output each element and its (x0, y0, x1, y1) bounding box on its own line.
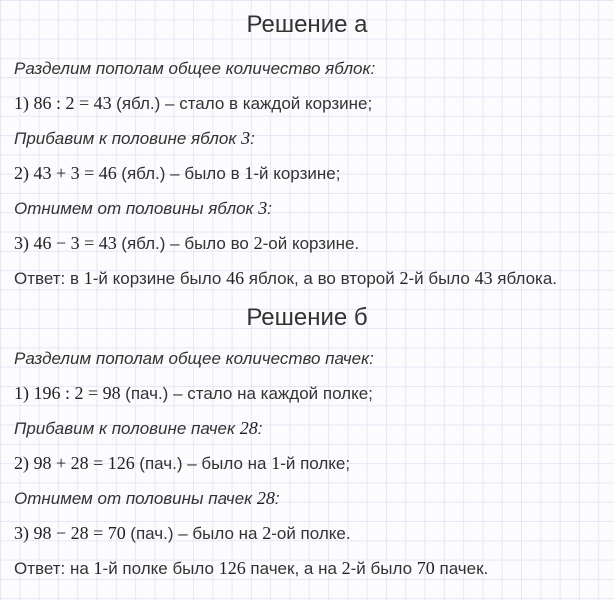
text-segment: 2 (262, 523, 272, 543)
text-segment: 2 (253, 233, 263, 253)
text-segment: Разделим пополам общее количество яблок: (14, 59, 376, 78)
text-segment: 43 (474, 268, 493, 288)
text-segment: Ответ: в (14, 269, 84, 288)
section-b-title: Решение б (246, 304, 368, 331)
text-segment: пачек, а на (245, 559, 342, 578)
text-segment: : (257, 419, 263, 438)
text-segment: 3) 98 − 28 = 70 (14, 523, 131, 543)
section-a-step-1 (14, 93, 600, 114)
text-segment: пачек. (434, 559, 489, 578)
text-segment: (пач.) – было на (139, 454, 272, 473)
section-a-answer (14, 268, 600, 289)
text-segment: 46 (226, 268, 245, 288)
text-segment: 3) 46 − 3 = 43 (14, 233, 122, 253)
text-segment: 1 (93, 558, 103, 578)
text-segment: 126 (218, 558, 246, 578)
section-b-step-2 (14, 453, 600, 474)
text-segment: -й корзине было (92, 269, 227, 288)
text-segment: 1 (271, 453, 281, 473)
section-b-step-intro-3 (14, 488, 600, 509)
text-segment: -й было (350, 559, 417, 578)
text-segment: 2) 43 + 3 = 46 (14, 163, 122, 183)
text-segment: 2) 98 + 28 = 126 (14, 453, 140, 473)
text-segment: 1) 86 : 2 = 43 (14, 93, 117, 113)
text-segment: Прибавим к половине яблок (14, 129, 242, 148)
text-segment: -й полке; (280, 454, 351, 473)
text-segment: Отнимем от половины яблок (14, 199, 259, 218)
text-segment: Прибавим к половине пачек (14, 419, 240, 438)
solution-section-a (14, 10, 600, 289)
section-a-step-intro-1 (14, 58, 600, 79)
text-segment: 2 (399, 268, 409, 288)
section-b-step-intro-1 (14, 348, 600, 369)
section-a-step-intro-3 (14, 198, 600, 219)
text-segment: Ответ: на (14, 559, 94, 578)
text-segment: 28 (256, 488, 275, 508)
section-b-step-1 (14, 383, 600, 404)
text-segment: 1) 196 : 2 = 98 (14, 383, 126, 403)
text-segment: -й полке было (102, 559, 219, 578)
text-segment: 3 (241, 128, 251, 148)
text-segment: -й корзине; (253, 164, 341, 183)
section-a-step-2 (14, 163, 600, 184)
text-segment: -ой корзине. (262, 234, 360, 253)
text-segment: -й было (408, 269, 475, 288)
text-segment: (пач.) – стало на каждой полке; (125, 384, 373, 403)
section-a-step-3 (14, 233, 600, 254)
text-segment: -ой полке. (271, 524, 351, 543)
text-segment: (ябл.) – стало в каждой корзине; (116, 94, 373, 113)
text-segment: : (267, 199, 273, 218)
text-segment: 70 (416, 558, 435, 578)
text-segment: 1 (244, 163, 254, 183)
section-b-answer (14, 558, 600, 579)
solution-section-b (14, 303, 600, 579)
section-a-step-intro-2 (14, 128, 600, 149)
section-b-step-3 (14, 523, 600, 544)
text-segment: 2 (341, 558, 351, 578)
text-segment: (пач.) – было на (130, 524, 263, 543)
text-segment: яблока. (492, 269, 558, 288)
section-a-title: Решение а (246, 11, 368, 38)
section-b-step-intro-2 (14, 418, 600, 439)
text-segment: 3 (258, 198, 268, 218)
text-segment: 28 (239, 418, 258, 438)
text-segment: 1 (83, 268, 93, 288)
text-segment: яблок, а во второй (244, 269, 400, 288)
text-segment: Разделим пополам общее количество пачек: (14, 349, 374, 368)
text-segment: : (274, 489, 280, 508)
text-segment: : (250, 129, 255, 148)
text-segment: (ябл.) – было во (121, 234, 254, 253)
text-segment: Отнимем от половины пачек (14, 489, 257, 508)
text-segment: (ябл.) – было в (121, 164, 245, 183)
